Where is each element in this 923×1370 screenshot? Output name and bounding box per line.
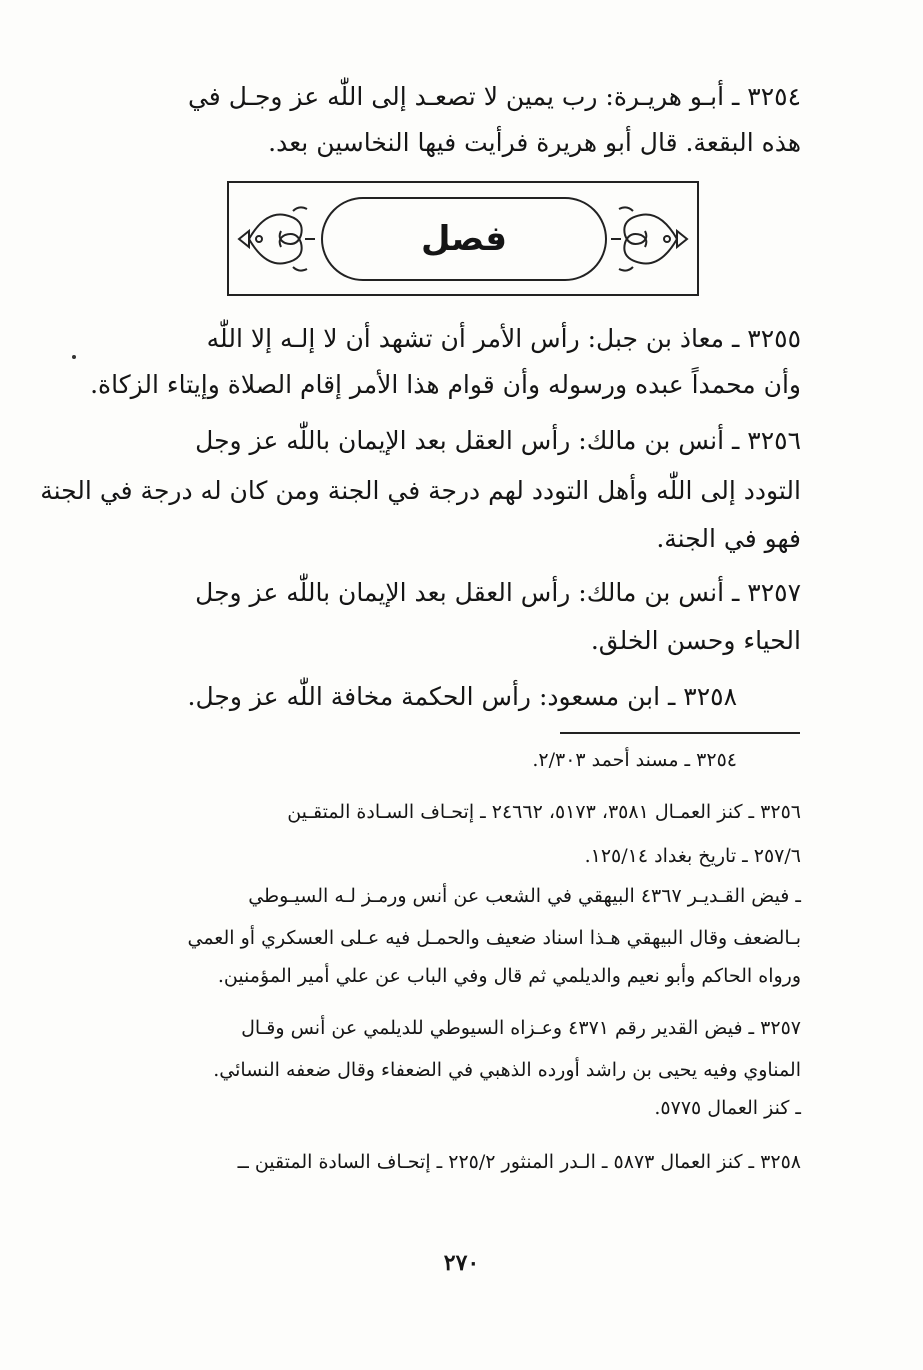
footnote-3256-line-5: ورواه الحاكم وأبو نعيم والديلمي ثم قال وفي الباب عن علي أمير المؤمنين. <box>217 965 801 987</box>
page-number: ٢٧٠ <box>443 1250 480 1276</box>
entry-3256-line-3: فهو في الجنة. <box>656 524 801 553</box>
footnote-3256-line-4: بـالضعف وقال البيهقي هـذا اسناد ضعيف والحمـل فيه عـلى العسكري أو العمي <box>187 927 801 949</box>
arabesque-ornament-icon <box>235 201 319 277</box>
entry-3256-line-2: التودد إلى اللّٰه وأهل التودد لهم درجة في الجنة ومن كان له درجة في الجنة <box>40 476 801 505</box>
entry-3254-line-2: هذه البقعة. قال أبو هريرة فرأيت فيها النخاسين بعد. <box>268 128 801 157</box>
footnote-3254: ٣٢٥٤ ـ مسند أحمد ٢/٣٠٣. <box>532 749 737 771</box>
footnote-3256-line-3: ـ فيض القـديـر ٤٣٦٧ البيهقي في الشعب عن أنس ورمـز لـه السيـوطي <box>248 885 801 907</box>
entry-3257-line-1: ٣٢٥٧ ـ أنس بن مالك: رأس العقل بعد الإيمان باللّٰه عز وجل <box>195 578 801 607</box>
entry-3257-line-2: الحياء وحسن الخلق. <box>590 626 801 655</box>
entry-3254-line-1: ٣٢٥٤ ـ أبـو هريـرة: رب يمين لا تصعـد إلى اللّٰه عز وجـل في <box>187 82 801 111</box>
section-title-cartouche <box>321 197 607 281</box>
footnote-3257-line-2: المناوي وفيه يحيى بن راشد أورده الذهبي في الضعفاء وقال ضعفه النسائي. <box>213 1059 801 1081</box>
entry-3255-line-2: وأن محمداً عبده ورسوله وأن قوام هذا الأمر إقام الصلاة وإيتاء الزكاة. <box>90 370 801 399</box>
section-title: فصل <box>420 219 508 259</box>
footnote-3256-line-2: ٢٥٧/٦ ـ تاريخ بغداد ١٢٥/١٤. <box>584 845 801 867</box>
footnote-3257-line-1: ٣٢٥٧ ـ فيض القدير رقم ٤٣٧١ وعـزاه السيوطي للديلمي عن أنس وقـال <box>241 1017 801 1039</box>
footnote-3256-line-1: ٣٢٥٦ ـ كنز العمـال ٣٥٨١، ٥١٧٣، ٢٤٦٦٢ ـ إتحـاف السـادة المتقـين <box>287 801 801 823</box>
footnote-3258: ٣٢٥٨ ـ كنز العمال ٥٨٧٣ ـ الـدر المنثور ٢٢٥/٢ ـ إتحـاف السادة المتقين ــ <box>237 1151 801 1173</box>
stray-mark <box>72 355 76 359</box>
entry-3258-line-1: ٣٢٥٨ ـ ابن مسعود: رأس الحكمة مخافة اللّٰه عز وجل. <box>187 682 737 711</box>
footnote-3257-line-3: ـ كنز العمال ٥٧٧٥. <box>654 1097 801 1119</box>
section-heading-frame <box>227 181 699 296</box>
footnote-separator <box>560 732 800 734</box>
entry-3256-line-1: ٣٢٥٦ ـ أنس بن مالك: رأس العقل بعد الإيمان باللّٰه عز وجل <box>195 426 801 455</box>
entry-3255-line-1: ٣٢٥٥ ـ معاذ بن جبل: رأس الأمر أن تشهد أن لا إلـه إلا اللّٰه <box>206 324 801 353</box>
arabesque-ornament-icon <box>607 201 691 277</box>
